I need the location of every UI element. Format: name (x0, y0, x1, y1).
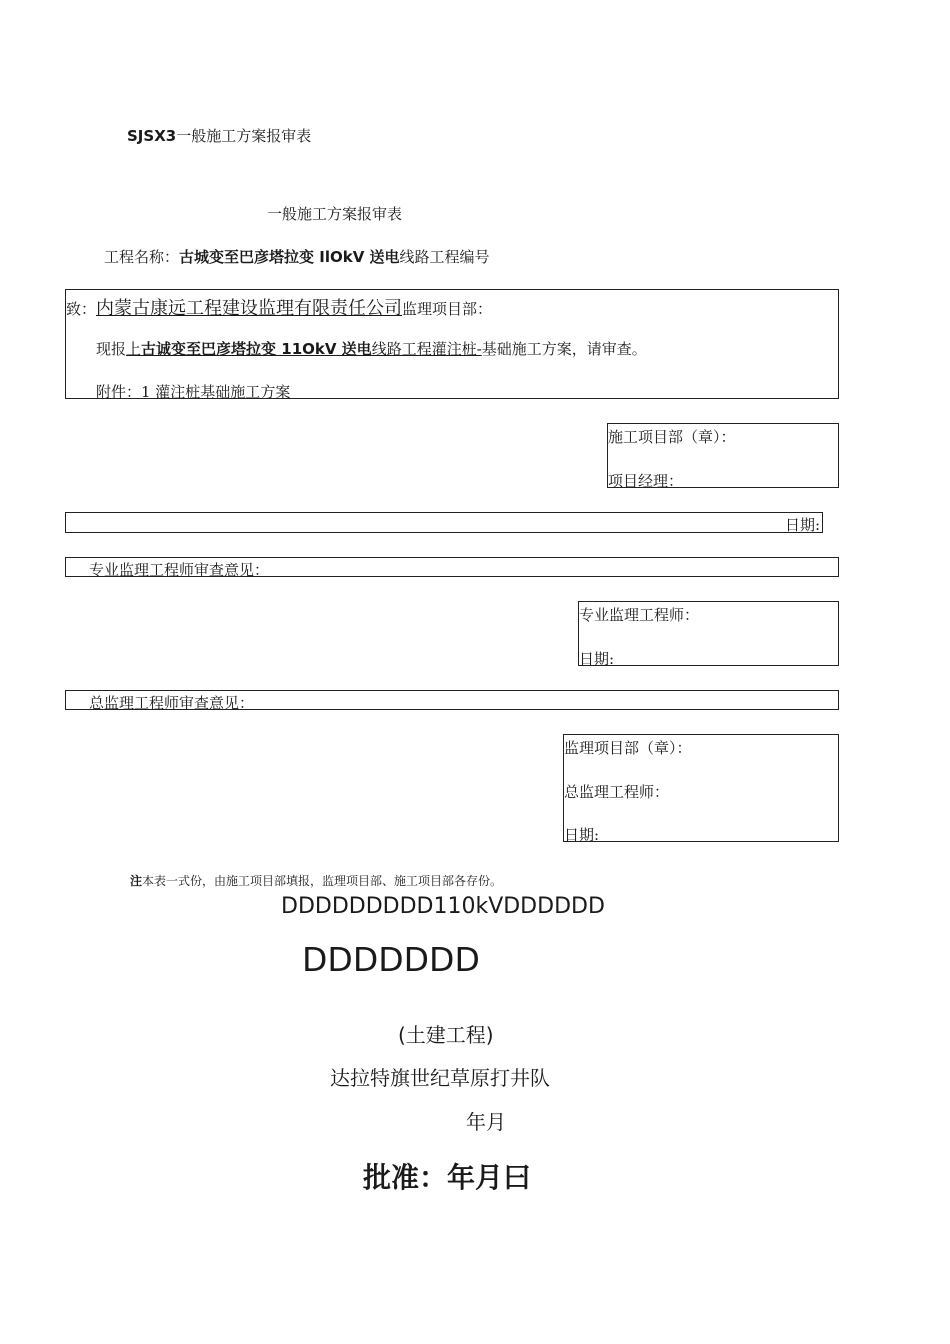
body-project-name: 古诚变至巴彦塔拉变 11OkV 送电 (141, 340, 372, 358)
cover-contractor: 达拉特旗世纪草原打井队 (330, 1066, 550, 1090)
form-title: 一般施工方案报审表 (267, 205, 403, 223)
construction-stamp-label: 施工项目部（章）： (608, 428, 736, 446)
form-code-line (127, 125, 311, 146)
engineer-date-label: 日期: (579, 650, 615, 668)
project-label: 工程名称： (104, 248, 180, 266)
project-name-line (104, 246, 490, 267)
supervision-company: 内蒙古康远工程建设监理有限责任公司 (96, 298, 403, 319)
form-code: SJSX3 (127, 127, 177, 145)
date-label: 日期: (784, 516, 820, 534)
body-prefix: 现报 (96, 340, 127, 358)
to-suffix: 监理项目部： (402, 300, 493, 318)
project-name: 古城变至巴彦塔拉变 IlOkV 送电 (179, 248, 400, 266)
cover-year-month: 年月 (466, 1110, 506, 1134)
cover-approval: 批准：年月曰 (363, 1161, 532, 1194)
body-underlined-a: 上 (126, 340, 142, 358)
body-underlined-c: 线路工程灌注桩- (371, 340, 482, 358)
to-line (66, 294, 492, 320)
supervision-stamp-label: 监理项目部（章）： (564, 739, 692, 757)
date-row-box (65, 512, 823, 533)
engineer-sign-label: 专业监理工程师： (579, 606, 700, 624)
chief-engineer-label: 总监理工程师： (564, 783, 670, 801)
form-note (130, 872, 502, 889)
construction-dept-box (607, 423, 839, 488)
to-section-box (65, 289, 839, 399)
chief-opinion-label: 总监理工程师审查意见： (89, 694, 255, 712)
engineer-opinion-label: 专业监理工程师审查意见： (89, 561, 270, 579)
engineer-sign-box (578, 601, 839, 666)
form-code-title: 一般施工方案报审表 (176, 127, 312, 145)
cover-subtitle: (土建工程) (398, 1023, 494, 1047)
to-prefix: 致： (66, 300, 97, 318)
submission-line (96, 338, 647, 359)
project-manager-label: 项目经理： (608, 472, 684, 490)
cover-line-2: DDDDDDD (302, 940, 480, 979)
engineer-opinion-box (65, 557, 839, 577)
body-suffix: 基础施工方案，请审查。 (481, 340, 647, 358)
chief-date-label: 日期: (564, 826, 600, 844)
note-text: 本表一式份，由施工项目部填报，监理项目部、施工项目部各存份。 (142, 874, 503, 888)
chief-opinion-box (65, 690, 839, 710)
cover-line-1: DDDDDDDDD110kVDDDDDD (281, 894, 605, 919)
note-marker: 注 (130, 874, 143, 888)
project-suffix: 线路工程编号 (399, 248, 490, 266)
chief-sign-box (563, 734, 839, 842)
attachment-line: 附件：1 灌注桩基础施工方案 (96, 383, 291, 401)
